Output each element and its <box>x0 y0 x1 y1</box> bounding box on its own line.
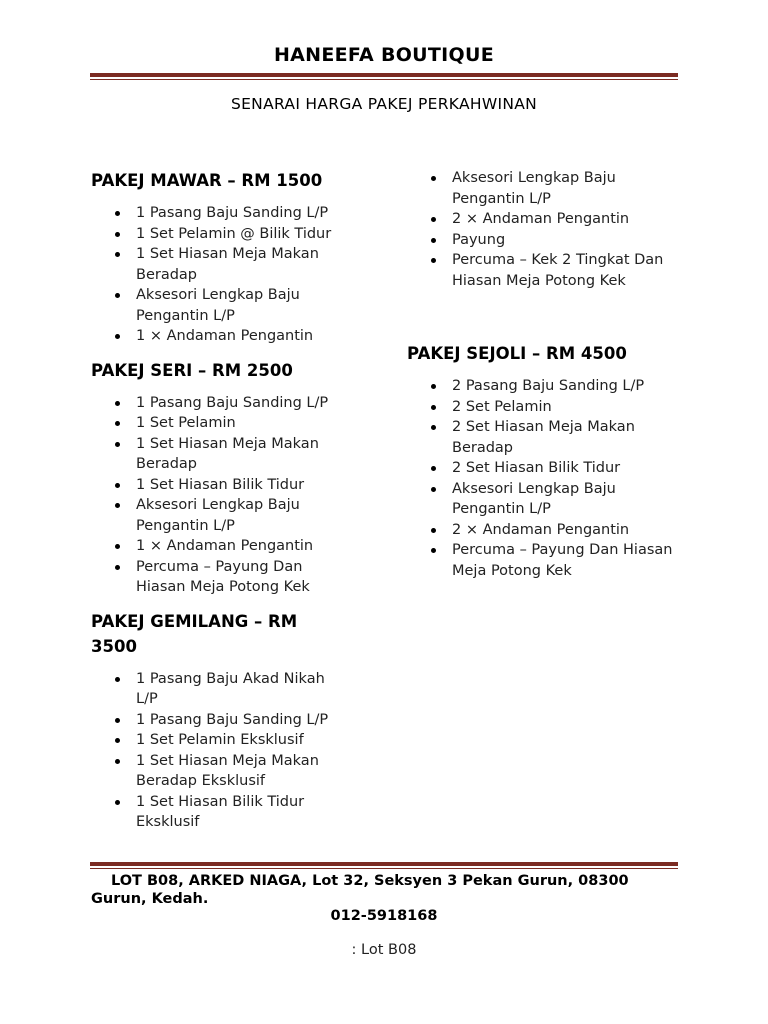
document-title: HANEEFA BOUTIQUE <box>273 44 495 66</box>
list-item: 1 Set Hiasan Meja Makan Beradap Eksklusif <box>91 751 341 792</box>
list-item: Percuma – Payung Dan Hiasan Meja Potong Kek <box>91 557 341 598</box>
list-item: 1 Set Pelamin Eksklusif <box>91 730 341 751</box>
package-item-list <box>91 203 341 347</box>
list-item: Aksesori Lengkap Baju Pengantin L/P <box>407 168 677 209</box>
list-item: 1 Pasang Baju Akad Nikah L/P <box>91 669 341 710</box>
package-gemilang <box>91 609 341 833</box>
list-item: 2 Set Pelamin <box>407 397 677 418</box>
list-item: 2 × Andaman Pengantin <box>407 520 677 541</box>
header-divider <box>90 73 678 80</box>
list-item: 2 Set Hiasan Meja Makan Beradap <box>407 417 677 458</box>
package-title: PAKEJ MAWAR – RM 1500 <box>91 171 323 190</box>
list-item: 1 Pasang Baju Sanding L/P <box>91 203 341 224</box>
list-item: 1 Set Hiasan Meja Makan Beradap <box>91 244 341 285</box>
list-item: Aksesori Lengkap Baju Pengantin L/P <box>91 495 341 536</box>
right-column <box>407 168 677 592</box>
list-item: 1 Pasang Baju Sanding L/P <box>91 393 341 414</box>
document-subtitle: SENARAI HARGA PAKEJ PERKAHWINAN <box>230 95 538 113</box>
list-item: 2 Pasang Baju Sanding L/P <box>407 376 677 397</box>
package-title: PAKEJ SERI – RM 2500 <box>91 360 293 380</box>
footer-lot: : Lot B08 <box>351 942 417 958</box>
list-item: Percuma – Kek 2 Tingkat Dan Hiasan Meja Potong Kek <box>407 250 677 291</box>
footer-address: LOT B08, ARKED NIAGA, Lot 32, Seksyen 3 Pekan Gurun, 08300 Gurun, Kedah. <box>91 873 629 907</box>
list-item: Percuma – Payung Dan Hiasan Meja Potong Kek <box>407 540 677 581</box>
package-title: PAKEJ GEMILANG – RM 3500 <box>91 611 298 656</box>
list-item: 1 Set Pelamin @ Bilik Tidur <box>91 224 341 245</box>
list-item: Aksesori Lengkap Baju Pengantin L/P <box>407 479 677 520</box>
list-item: Aksesori Lengkap Baju Pengantin L/P <box>91 285 341 326</box>
left-column <box>91 168 341 844</box>
footer-divider <box>90 862 678 869</box>
list-item: 2 × Andaman Pengantin <box>407 209 677 230</box>
list-item: Payung <box>407 230 677 251</box>
package-title: PAKEJ SEJOLI – RM 4500 <box>407 344 627 363</box>
list-item: 1 Set Hiasan Bilik Tidur Eksklusif <box>91 792 341 833</box>
package-item-list <box>407 376 677 581</box>
package-sejoli <box>407 341 677 581</box>
package-mawar <box>91 168 341 347</box>
list-item: 1 Set Hiasan Meja Makan Beradap <box>91 434 341 475</box>
footer-phone: 012-5918168 <box>330 908 438 924</box>
list-item: 2 Set Hiasan Bilik Tidur <box>407 458 677 479</box>
list-item: 1 × Andaman Pengantin <box>91 536 341 557</box>
list-item: 1 Set Hiasan Bilik Tidur <box>91 475 341 496</box>
continued-item-list <box>407 168 677 291</box>
list-item: 1 Set Pelamin <box>91 413 341 434</box>
package-item-list <box>91 393 341 598</box>
list-item: 1 × Andaman Pengantin <box>91 326 341 347</box>
package-seri <box>91 358 341 598</box>
list-item: 1 Pasang Baju Sanding L/P <box>91 710 341 731</box>
package-item-list <box>91 669 341 833</box>
